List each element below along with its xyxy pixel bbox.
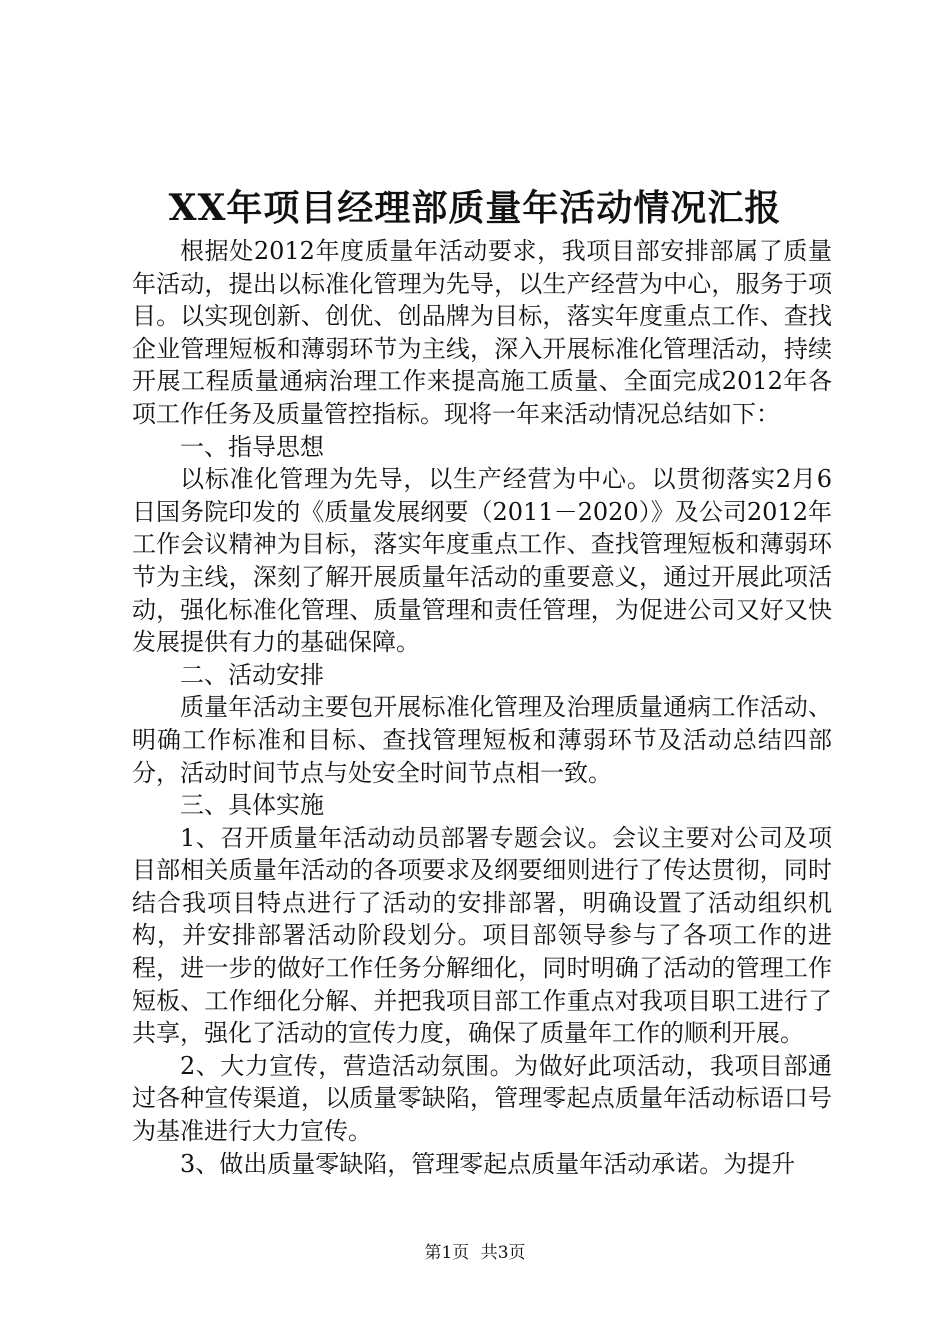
document-body: [132, 235, 832, 1180]
document-title: XX年项目经理部质量年活动情况汇报: [168, 187, 782, 229]
page-number: 第1页: [424, 1243, 470, 1263]
guiding-thought-paragraph: 以标准化管理为先导，以生产经营为中心。以贯彻落实2月6日国务院印发的《质量发展纲要（2011－2020）》及公司2012年工作会议精神为目标，落实年度重点工作、查找管理短板和薄弱环节为主线，深刻了解开展质量年活动的重要意义，通过开展此项活动，强化标准化管理、质量管理和责任管理，为促进公司又好又快发展提供有力的基础保障。: [132, 465, 832, 657]
page-footer: [0, 1242, 950, 1264]
implementation-item-3: 3、做出质量零缺陷，管理零起点质量年活动承诺。为提升: [180, 1149, 796, 1178]
page-total: 共3页: [480, 1243, 526, 1263]
section-heading-implementation: 三、具体实施: [180, 791, 324, 820]
intro-paragraph: 根据处2012年度质量年活动要求，我项目部安排部属了质量年活动，提出以标准化管理为先导，以生产经营为中心，服务于项目。以实现创新、创优、创品牌为目标，落实年度重点工作、查找企业管理短板和薄弱环节为主线，深入开展标准化管理活动，持续开展工程质量通病治理工作来提高施工质量、全面完成2012年各项工作任务及质量管控指标。现将一年来活动情况总结如下：: [132, 237, 832, 428]
implementation-item-2: 2、大力宣传，营造活动氛围。为做好此项活动，我项目部通过各种宣传渠道，以质量零缺陷，管理零起点质量年活动标语口号为基准进行大力宣传。: [132, 1051, 832, 1146]
implementation-item-1: 1、召开质量年活动动员部署专题会议。会议主要对公司及项目部相关质量年活动的各项要求及纲要细则进行了传达贯彻，同时结合我项目特点进行了活动的安排部署，明确设置了活动组织机构，并安排部署活动阶段划分。项目部领导参与了各项工作的进程，进一步的做好工作任务分解细化，同时明确了活动的管理工作短板、工作细化分解、并把我项目部工作重点对我项目职工进行了共享，强化了活动的宣传力度，确保了质量年工作的顺利开展。: [132, 823, 832, 1048]
activity-arrangement-paragraph: 质量年活动主要包开展标准化管理及治理质量通病工作活动、明确工作标准和目标、查找管理短板和薄弱环节及活动总结四部分，活动时间节点与处安全时间节点相一致。: [132, 693, 832, 787]
section-heading-activity-arrangement: 二、活动安排: [180, 660, 324, 689]
section-heading-guiding-thought: 一、指导思想: [180, 432, 324, 461]
